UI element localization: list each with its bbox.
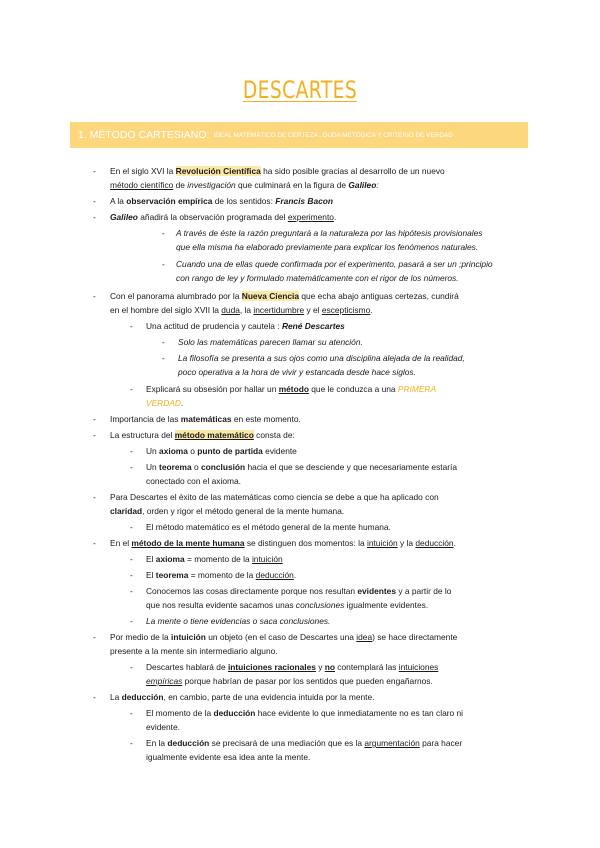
list-item: Por medio de la intuición un objeto (en el caso de Descartes una idea) se hace directamente [110, 632, 458, 642]
list-item: La estructura del método matemático consta de: [110, 430, 295, 440]
list-item-cont: con rango de ley y formulado matemáticamente con el rigor de los números. [176, 273, 459, 283]
list-item: En la deducción se precisará de una mediación que es la argumentación para hacer [146, 738, 463, 748]
list-item: En el método de la mente humana se distinguen dos momentos: la intuición y la deducción. [110, 538, 456, 548]
list-item: Una actitud de prudencia y cautela : René Descartes [146, 321, 345, 331]
list-item: Conocemos las cosas directamente porque nos resultan evidentes y a partir de lo [146, 586, 452, 596]
list-item: Descartes hablará de intuiciones racionales y no contemplará las intuiciones [146, 662, 439, 672]
list-item: Solo las matemáticas parecen llamar su atención. [178, 337, 363, 347]
list-item: En el siglo XVI la Revolución Científica ha sido posible gracias al desarrollo de un nuevo [110, 166, 445, 176]
bullet-dash: - [93, 166, 96, 176]
bullet-dash: - [130, 738, 133, 748]
list-item: La filosofía se presenta a sus ojos como una disciplina alejada de la realidad, [178, 353, 465, 363]
list-item-cont: que nos resulta evidente sacamos unas conclusiones igualmente evidentes. [146, 600, 429, 610]
bullet-dash: - [93, 492, 96, 502]
list-item-cont: evidente. [146, 722, 180, 732]
bullet-dash: - [93, 212, 96, 222]
list-item-cont: que ella misma ha elaborado previamente para explicar los fenómenos naturales. [176, 242, 479, 252]
bullet-dash: - [93, 291, 96, 301]
list-item-cont: igualmente evidente esa idea ante la mente. [146, 752, 311, 762]
list-item-cont: en el hombre del siglo XVII la duda, la incertidumbre y el escepticismo. [110, 305, 373, 315]
list-item-cont: poco operativa a la hora de vivir y estancada desde hace siglos. [178, 367, 416, 377]
bullet-dash: - [130, 522, 133, 532]
list-item: Importancia de las matemáticas en este momento. [110, 414, 301, 424]
bullet-dash: - [130, 616, 133, 626]
bullet-dash: - [93, 430, 96, 440]
list-item: El axioma = momento de la intuición [146, 554, 283, 564]
list-item-cont: VERDAD. [146, 398, 184, 408]
list-item: A través de éste la razón preguntará a la naturaleza por las hipótesis provisionales [176, 228, 483, 238]
list-item: El método matemático es el método general de la mente humana. [146, 522, 391, 532]
bullet-dash: - [93, 414, 96, 424]
list-item: Explicará su obsesión por hallar un método que le conduzca a una PRIMERA [146, 384, 437, 394]
list-item: Un axioma o punto de partida evidente [146, 446, 297, 456]
bullet-dash: - [130, 662, 133, 672]
list-item: Cuando una de ellas quede confirmada por el experimento, pasará a ser un ;principio [176, 259, 493, 269]
list-item-cont: claridad, orden y rigor el método general de la mente humana. [110, 506, 345, 516]
bullet-dash: - [130, 462, 133, 472]
bullet-dash: - [130, 554, 133, 564]
list-item: Galileo añadirá la observación programada del experimento. [110, 212, 337, 222]
bullet-dash: - [130, 321, 133, 331]
list-item: La deducción, en cambio, parte de una evidencia intuida por la mente. [110, 692, 375, 702]
bullet-dash: - [93, 632, 96, 642]
list-item: El momento de la deducción hace evidente lo que inmediatamente no es tan claro ni [146, 708, 464, 718]
section-heading-main: 1. MÉTODO CARTESIANO: [78, 129, 210, 141]
list-item-cont: conectado con el axioma. [146, 476, 241, 486]
bullet-dash: - [162, 228, 165, 238]
bullet-dash: - [130, 446, 133, 456]
bullet-dash: - [162, 259, 165, 269]
list-item: La mente o tiene evidencias o saca conclusiones. [146, 616, 331, 626]
list-item-cont: presente a la mente sin intermediario alguno. [110, 646, 278, 656]
bullet-dash: - [162, 353, 165, 363]
list-item: El teorema = momento de la deducción. [146, 570, 297, 580]
bullet-dash: - [93, 692, 96, 702]
document-title: DESCARTES [242, 76, 358, 104]
list-item: A la observación empírica de los sentidos: Francis Bacon [110, 196, 333, 206]
bullet-dash: - [130, 708, 133, 718]
list-item: Para Descartes el éxito de las matemáticas como ciencia se debe a que ha aplicado con [110, 492, 439, 502]
bullet-dash: - [130, 586, 133, 596]
section-heading-sub: IDEAL MATEMÁTICO DE CERTEZA , DUDA METÓDICA Y CRITERIO DE VERDAD [213, 131, 453, 139]
list-item: Un teorema o conclusión hacia el que se desciende y que necesariamente estaría [146, 462, 458, 472]
bullet-dash: - [93, 196, 96, 206]
bullet-dash: - [130, 570, 133, 580]
list-item-cont: empíricas porque habrían de pasar por los sentidos que pueden engañarnos. [146, 676, 433, 686]
list-item-cont: método científico de investigación que culminará en la figura de Galileo: [110, 180, 379, 190]
section-heading [70, 122, 528, 148]
bullet-dash: - [130, 384, 133, 394]
list-item: Con el panorama alumbrado por la Nueva Ciencia que echa abajo antiguas certezas, cundirá [110, 291, 459, 301]
bullet-dash: - [162, 337, 165, 347]
bullet-dash: - [93, 538, 96, 548]
